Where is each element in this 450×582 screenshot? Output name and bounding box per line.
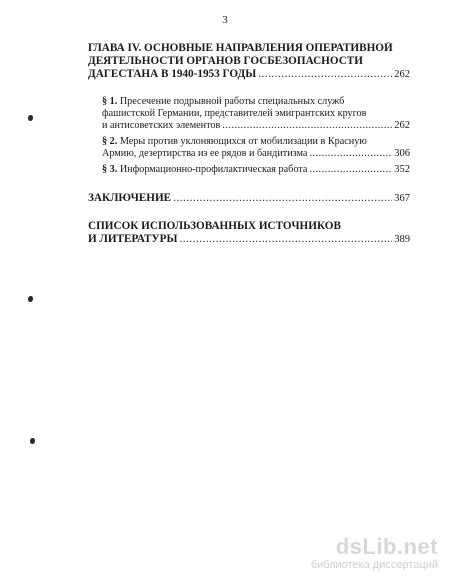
toc-entry-last-line [102, 148, 410, 160]
dot-leader [309, 148, 392, 160]
toc-page-number: 352 [394, 164, 410, 175]
toc-entry-section-1[interactable] [102, 96, 410, 132]
scan-mark [30, 438, 35, 444]
page-number: 3 [222, 14, 228, 26]
section-marker: § 3. [102, 164, 118, 175]
toc-entry-last-line [88, 192, 410, 205]
toc-entry-conclusion[interactable] [88, 192, 410, 205]
toc-page-number: 367 [394, 193, 410, 204]
toc-entry-last-line [88, 68, 410, 81]
toc-entry-last-line [88, 233, 410, 246]
scan-mark [28, 115, 33, 121]
toc-entry-text: И ЛИТЕРАТУРЫ [88, 233, 178, 245]
toc-entry-line: ГЛАВА IV. ОСНОВНЫЕ НАПРАВЛЕНИЯ ОПЕРАТИВНОЙ [88, 42, 393, 54]
toc-entry-text: Пресечение подрывной работы специальных служб [119, 96, 345, 107]
watermark-logo-text: dsLib.net [335, 534, 438, 559]
toc-entry-text: и антисоветских элементов [102, 120, 221, 131]
watermark-caption: библиотека диссертаций [310, 559, 438, 571]
toc-page-number: 262 [394, 69, 410, 80]
toc-entry-chapter-4[interactable] [88, 42, 410, 81]
section-marker: § 1. [102, 96, 118, 107]
dot-leader [309, 164, 392, 176]
toc-entry-text: ЗАКЛЮЧЕНИЕ [88, 192, 172, 204]
toc-entry-section-3[interactable] [102, 164, 410, 176]
dot-leader [173, 192, 392, 205]
toc-entry-sources[interactable] [88, 220, 410, 246]
toc-entry-last-line [102, 120, 410, 132]
toc-entry-last-line [102, 164, 410, 176]
toc-page-number: 262 [394, 120, 410, 131]
toc-entry-line [102, 136, 410, 148]
dot-leader [222, 120, 392, 132]
toc-entry-line: СПИСОК ИСПОЛЬЗОВАННЫХ ИСТОЧНИКОВ [88, 220, 341, 232]
toc-page-number: 306 [394, 148, 410, 159]
scan-mark [28, 296, 33, 302]
dot-leader [258, 68, 392, 81]
toc-entry-text: ДАГЕСТАНА В 1940-1953 ГОДЫ [88, 68, 257, 80]
toc-entry-line: ДЕЯТЕЛЬНОСТИ ОРГАНОВ ГОСБЕЗОПАСНОСТИ [88, 55, 363, 67]
toc-entry-text: Информационно-профилактическая работа [119, 164, 308, 175]
toc-entry-text: Армию, дезертирства из ее рядов и бандитизма [102, 148, 308, 159]
toc-entry-line: фашистской Германии, представителей эмигрантских кругов [102, 108, 367, 119]
toc-entry-text: Меры против уклоняющихся от мобилизации в Красную [119, 136, 367, 147]
toc-entry-line [102, 96, 410, 108]
section-marker: § 2. [102, 136, 118, 147]
dot-leader [179, 233, 392, 246]
toc-entry-text [102, 164, 307, 176]
toc-entry-section-2[interactable] [102, 136, 410, 160]
toc-page-number: 389 [394, 234, 410, 245]
watermark-logo [288, 535, 438, 572]
